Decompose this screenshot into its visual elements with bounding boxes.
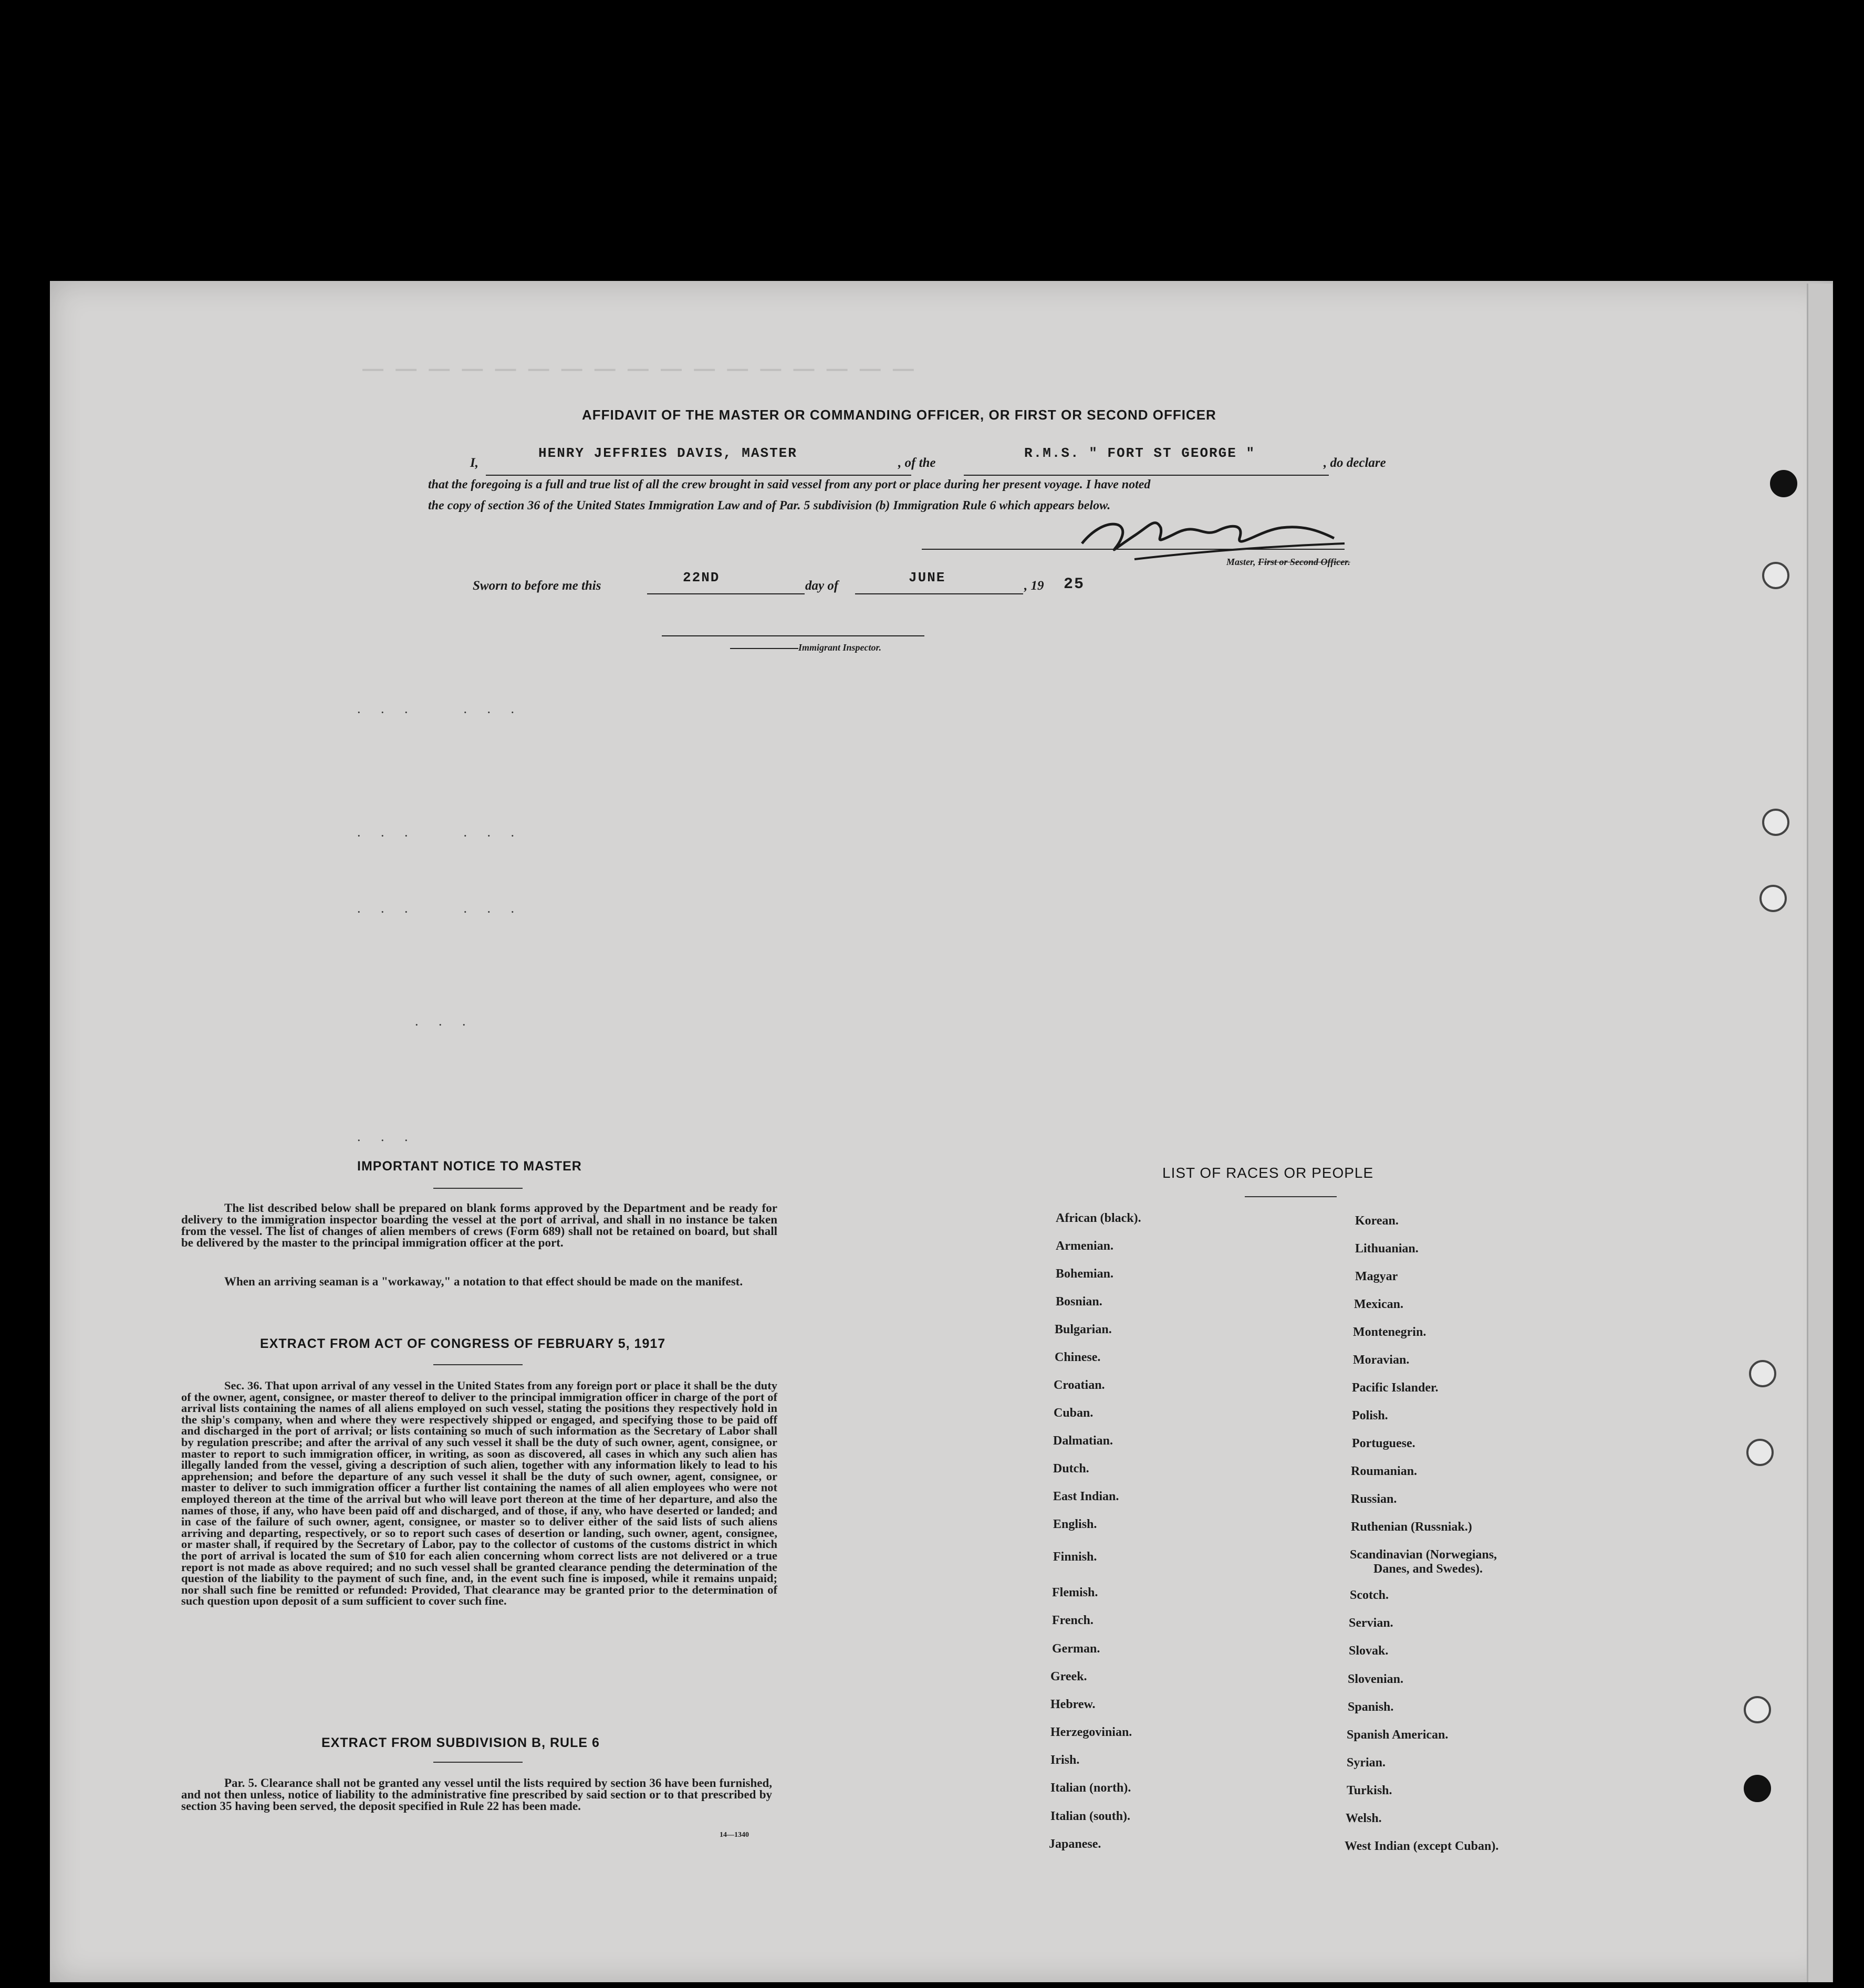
punch-hole-icon [1770,470,1797,497]
sworn-month: JUNE [909,570,946,585]
race-item: Moravian. [1353,1353,1410,1367]
notice-para-1: The list described below shall be prepared on blank forms approved by the Department and be ready for delivery to the immigration inspector boarding the vessel at the port of arrival, and shall in no instance be taken from the vessel. The list of changes of alien members of crews (Form 689) shall not be retained on board, but shall be delivered by the master to the principal immigration officer at the port. [181,1201,777,1249]
caption-struck: First or Second Officer. [1258,557,1350,567]
race-item: English. [1053,1518,1097,1531]
vessel-name: R.M.S. " FORT ST GEORGE " [1024,445,1256,461]
race-item: Dutch. [1053,1462,1089,1476]
sworn-year: 25 [1064,576,1085,593]
race-item: Herzegovinian. [1050,1725,1132,1739]
race-item: Syrian. [1347,1756,1386,1770]
punch-hole-icon [1762,809,1789,836]
race-item: Cuban. [1054,1406,1094,1420]
faint-dots: . . . . . . [357,901,523,916]
caption-master: Master, [1226,557,1256,567]
extract-rule-rule [433,1762,523,1763]
affidavit-title: AFFIDAVIT OF THE MASTER OR COMMANDING OFFICER, OR FIRST OR SECOND OFFICER [582,407,1216,423]
extract-act-rule [433,1364,523,1365]
race-item: Montenegrin. [1353,1325,1426,1339]
document-sheet [50,281,1833,1982]
race-item: Finnish. [1053,1550,1097,1564]
race-item: Magyar [1355,1270,1398,1283]
faint-dots: . . . [415,1013,474,1029]
extract-act-title: EXTRACT FROM ACT OF CONGRESS OF FEBRUARY 5, 1917 [260,1336,666,1351]
race-item: Ruthenian (Russniak.) [1351,1520,1472,1534]
race-item: African (black). [1056,1211,1141,1225]
race-item: Flemish. [1052,1586,1098,1599]
bleed-through-text: — — — — — — — — — — — — — — — — — [362,357,917,380]
race-item: Polish. [1352,1409,1388,1422]
race-item: Turkish. [1347,1784,1392,1797]
faint-dots: . . . . . . [357,824,523,840]
race-item: Italian (south). [1050,1809,1131,1823]
sworn-day: 22ND [683,570,720,585]
punch-hole-icon [1744,1775,1771,1802]
year-prefix: , 19 [1024,579,1044,593]
race-item: Irish. [1050,1753,1080,1767]
punch-hole-icon [1749,1360,1776,1387]
race-item: Bohemian. [1056,1267,1114,1281]
races-rule [1245,1196,1337,1197]
race-item: Roumanian. [1351,1464,1418,1478]
race-item: German. [1052,1642,1100,1656]
signature-line [922,538,1345,550]
race-item: Dalmatian. [1053,1434,1113,1448]
race-item: Pacific Islander. [1352,1381,1439,1395]
extract-rule-text: Par. 5. Clearance shall not be granted any vessel until the lists required by section 36 have been furnished, and not then unless, notice of liability to the administrative fine prescribed by said section or to that prescribed by section 35 having been served, the deposit specified in Rule 22 has been made. [181,1776,772,1813]
form-number: 14—1340 [720,1831,749,1839]
race-item: Spanish American. [1347,1728,1449,1742]
vessel-line [964,461,1329,476]
race-item: Japanese. [1049,1837,1101,1851]
race-item: Portuguese. [1352,1437,1415,1450]
race-item: Russian. [1351,1492,1397,1506]
race-item: Servian. [1349,1616,1393,1630]
notice-title: IMPORTANT NOTICE TO MASTER [357,1159,582,1174]
affidavit-text-2: the copy of section 36 of the United States Immigration Law and of Par. 5 subdivision (b) Immigration Rule 6 which appears below. [428,499,1111,512]
affidavit-text-1: that the foregoing is a full and true list of all the crew brought in said vessel from any port or place during her present voyage. I have noted [428,478,1151,491]
punch-hole-icon [1744,1696,1771,1723]
race-item: Mexican. [1354,1298,1403,1311]
faint-dots: . . . [357,1129,416,1144]
race-item: Scotch. [1350,1588,1389,1602]
race-item: Slovenian. [1348,1672,1404,1686]
extract-rule-title: EXTRACT FROM SUBDIVISION B, RULE 6 [321,1735,600,1750]
race-item: Spanish. [1348,1700,1394,1714]
races-title: LIST OF RACES OR PEOPLE [1162,1165,1374,1181]
punch-hole-icon [1759,885,1787,912]
race-item: Hebrew. [1050,1698,1096,1711]
race-item: Scandinavian (Norwegians, [1350,1548,1497,1562]
race-item: Bosnian. [1056,1295,1102,1309]
punch-hole-icon [1762,562,1789,589]
notice-para-2: When an arriving seaman is a "workaway," a notation to that effect should be made on the manifest. [224,1275,743,1288]
race-item: Danes, and Swedes). [1373,1562,1483,1576]
declarant-name: HENRY JEFFRIES DAVIS, MASTER [538,445,797,461]
race-item: Italian (north). [1050,1781,1131,1795]
race-item: Croatian. [1054,1378,1105,1392]
day-of-label: day of [805,579,839,593]
punch-hole-icon [1746,1439,1774,1466]
notice-rule [433,1188,523,1189]
faint-dots: . . . . . . [357,701,523,716]
extract-act-text: Sec. 36. That upon arrival of any vessel in the United States from any foreign port or place it shall be the duty of the owner, agent, consignee, or master thereof to deliver to the principal immigration officer in charge of the port of arrival lists containing the names of all aliens employed on such vessel, stating the positions they respectively hold in the ship's company, when and where they were respectively shipped or engaged, and specifying those to be paid off and discharged in the port of arrival; or lists containing so much of such information as the Secretary of Labor shall by regulation prescribe; and after the arrival of any such vessel it shall be the duty of such owner, agent, consignee, or master to report to such immigration officer, in writing, as soon as discovered, all cases in which any such alien has illegally landed from the vessel, giving a description of such alien, together with any information likely to lead to his apprehension; and before the departure of any such vessel it shall be the duty of such owner, agent, consignee, or master to deliver to such immigration officer a further list containing the names of all alien employees who were not employed thereon at the time of the arrival but who will leave port thereon at the time of her departure, and also the names of those, if any, who have been paid off and discharged, and of those, if any, who have deserted or landed; and in case of the failure of such owner, agent, consignee, or master so to deliver either of the said lists of such aliens arriving and departing, respectively, or so to report such cases of desertion or landing, such owner, agent, consignee, or master shall, if required by the Secretary of Labor, pay to the collector of customs of the customs district in which the port of arrival is located the sum of $10 for each alien concerning whom correct lists are not delivered or a true report is not made as above required; and no such vessel shall be granted clearance pending the determination of the question of the liability to the payment of such fine, and, in the event such fine is imposed, while it remains unpaid; nor shall such fine be remitted or refunded: Provided, That clearance may be granted prior to the determination of such question upon deposit of a sum sufficient to cover such fine. [181,1379,777,1608]
race-item: Welsh. [1346,1812,1382,1825]
inspector-short-line [730,641,798,649]
race-item: East Indian. [1053,1490,1119,1503]
sheet-edge [1807,284,1832,1982]
declarant-line [486,461,911,476]
affidavit-i-label: I, [470,456,478,470]
of-the-label: , of the [898,456,936,470]
race-item: Korean. [1355,1214,1399,1228]
signature-caption [1226,557,1350,568]
sworn-label: Sworn to before me this [473,579,601,593]
race-item: Bulgarian. [1055,1323,1112,1336]
race-item: French. [1052,1614,1094,1627]
race-item: Slovak. [1349,1644,1389,1658]
sworn-day-line [647,582,805,594]
race-item: Armenian. [1056,1239,1113,1253]
inspector-signature-line [662,625,924,636]
race-item: West Indian (except Cuban). [1345,1839,1499,1853]
do-declare-label: , do declare [1324,456,1386,470]
race-item: Greek. [1050,1670,1087,1683]
race-item: Lithuanian. [1355,1242,1419,1255]
race-item: Chinese. [1055,1351,1101,1364]
inspector-caption: Immigrant Inspector. [798,642,882,653]
